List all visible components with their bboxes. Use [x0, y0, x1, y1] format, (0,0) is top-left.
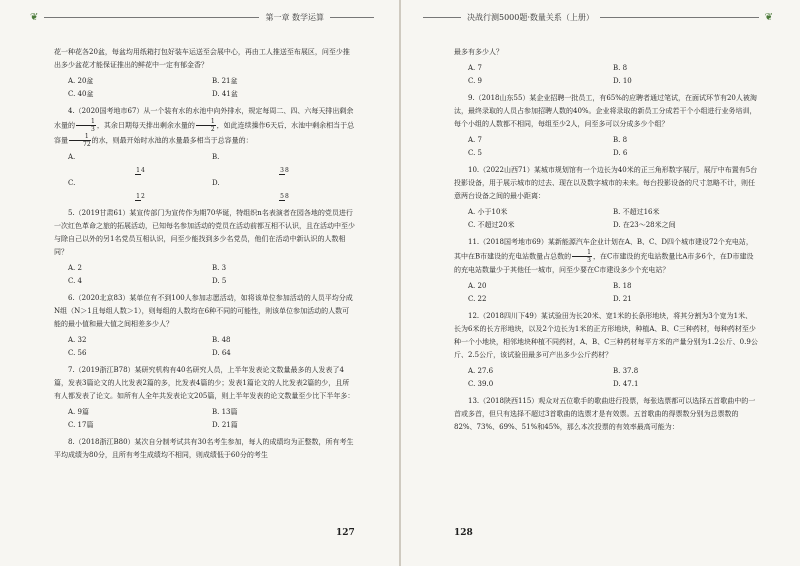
- answer-options: [468, 134, 758, 160]
- question-13: [454, 395, 758, 434]
- leaf-icon: ❦: [30, 12, 39, 23]
- option-b[interactable]: B. 38: [212, 153, 289, 174]
- option-a[interactable]: A. 14: [68, 153, 145, 174]
- option-b[interactable]: B. 8: [613, 64, 628, 72]
- option-c[interactable]: C. 40盆: [68, 90, 94, 98]
- left-running-header: [30, 12, 374, 23]
- answer-options: [468, 280, 758, 306]
- question-text: 9.（2018山东55）某企业招聘一批员工，有65%的应聘者通过笔试，在面试环节有20人被淘汰，最终录取的人员占参加招聘人数的40%。企业将录取的新员工分成若干个小组进行业务培训，每个小组的人数都不相同，每组至少2人，问至多可以分成多少个组？: [454, 94, 757, 128]
- fraction: $\frac{1}{72}$: [69, 133, 91, 148]
- option-c[interactable]: C. 5: [468, 149, 483, 157]
- question-text: 5.（2019甘肃61）某宣传部门为宣传作为期70华诞，特组织n名表演者在园各地的党员进行一次红色革命之旅的拓展活动，已知每名参加活动的党员在活动前都互相不认识，且在活动中至少与除自己以外的另1名党员互相认识，问至少能找到多少名党员，他们在活动中新认识的人数相同？: [54, 209, 355, 256]
- question-7: [54, 364, 356, 432]
- fraction: $\frac{1}{2}$: [196, 118, 216, 133]
- option-c[interactable]: C. 4: [68, 277, 83, 285]
- option-d[interactable]: D. 41盆: [212, 90, 238, 98]
- option-d[interactable]: D. 6: [613, 149, 628, 157]
- answer-options: [468, 62, 758, 88]
- question-5: [54, 207, 356, 288]
- chapter-title: 第一章 数学运算: [265, 13, 324, 22]
- option-a[interactable]: A. 7: [468, 136, 482, 144]
- question-text-part: ，在C市建设的充电站数量比A市多6个，在D市建设的充电站数量少于其他任一城市，问至少要在C市建设多少个充电站？: [454, 252, 754, 274]
- option-c[interactable]: C. 17篇: [68, 421, 94, 429]
- option-d[interactable]: D. 58: [212, 179, 289, 200]
- option-d[interactable]: D. 21: [613, 295, 632, 303]
- question-text: 7.（2019浙江B78）某研究机构有40名研究人员，上半年发表论文数量最多的人发表了4篇，发表3篇论文的人比发表2篇的多，比发表4篇的少；发表1篇论文的人比发表2篇的少，且所有人都发表了论文。如所有人全年共发表论文205篇，则上半年发表的论文数量至少比下半年多：: [54, 366, 355, 400]
- option-c[interactable]: C. 22: [468, 295, 487, 303]
- option-a[interactable]: A. 7: [468, 64, 482, 72]
- option-b[interactable]: B. 18: [613, 282, 632, 290]
- page-number: 127: [336, 528, 355, 538]
- question-11: [454, 236, 758, 306]
- option-b[interactable]: B. 8: [613, 136, 628, 144]
- question-text: 最多有多少人？: [454, 48, 503, 56]
- option-a[interactable]: A. 小于10米: [468, 208, 508, 216]
- header-rule: [44, 17, 259, 18]
- question-4: [54, 105, 356, 203]
- option-a[interactable]: A. 20盆: [68, 77, 94, 85]
- question-text-part: 4.（2020国考地市67）从一个装有水的水池中向外排水，规定每周二、四、六每天排出剩余水量的: [54, 107, 354, 130]
- option-b[interactable]: B. 不超过16米: [613, 208, 660, 216]
- option-d[interactable]: D. 21篇: [212, 421, 238, 429]
- option-d[interactable]: D. 47.1: [613, 380, 639, 388]
- leaf-icon: ❦: [764, 12, 773, 23]
- question-text: 13.（2018陕西115）观众对五位歌手的歌曲进行投票，每张选票都可以选择五首歌曲中的一首或多首，但只有选择不超过3首歌曲的选票才是有效票。五首歌曲的得票数分别为总票数的82%、73%、69%、51%和45%，那么本次投票的有效率最高可能为：: [454, 397, 756, 431]
- question-text-part: 11.（2018国考地市69）某新能源汽车企业计划在A、B、C、D四个城市建设72个充电站，其中在B市建设的充电站数量占总数的: [454, 238, 753, 261]
- question-text: 8.（2018浙江B80）某次自分制考试共有30名考生参加，每人的成绩均为正整数，所有考生平均成绩为80分，且所有考生成绩均不相同，则成绩低于60分的考生: [54, 438, 354, 459]
- option-a[interactable]: A. 9篇: [68, 408, 89, 416]
- option-c[interactable]: C. 9: [468, 77, 483, 85]
- option-d[interactable]: D. 64: [212, 349, 231, 357]
- right-page-body: [454, 46, 758, 434]
- question-3-continued: [54, 46, 356, 101]
- question-text: 10.（2022山西71）某城市规划馆有一个边长为40米的正三角形数字展厅，展厅中布置有5台投影设备，用于展示城市的过去、现在以及数字城市的未来。每台投影设备的尺寸忽略不计，则任意两台设备之间的最小距离：: [454, 166, 758, 200]
- answer-options: [68, 151, 356, 203]
- option-a[interactable]: A. 20: [468, 282, 487, 290]
- option-c[interactable]: C. 56: [68, 349, 87, 357]
- question-text-part: ，如此连续操作6天后，水池中剩余相当于总容量: [54, 121, 355, 145]
- left-page-body: [54, 46, 356, 462]
- option-c[interactable]: C. 39.0: [468, 380, 494, 388]
- fraction: $\frac{1}{3}$: [76, 118, 96, 133]
- option-b[interactable]: B. 3: [212, 264, 227, 272]
- book-title: 决战行测5000题·数量关系（上册）: [467, 13, 594, 22]
- question-10: [454, 164, 758, 232]
- answer-options: [68, 262, 356, 288]
- answer-options: [68, 334, 356, 360]
- question-text-part: 的水，则最开始时水池的水量最多相当于总容量的：: [91, 136, 253, 145]
- header-rule: [600, 17, 759, 18]
- question-12: [454, 310, 758, 391]
- option-b[interactable]: B. 37.8: [613, 367, 639, 375]
- option-a[interactable]: A. 2: [68, 264, 82, 272]
- option-d[interactable]: D. 在23～28米之间: [613, 221, 676, 229]
- question-text: 花一种花各20盆，每盆均用纸箱打包好装车运送至会展中心，再由工人推送至布展区，问至少推出多少盆花才能保证推出的鲜花中一定有郁金香？: [54, 48, 350, 69]
- question-8: [54, 436, 356, 462]
- option-a[interactable]: A. 27.6: [468, 367, 494, 375]
- option-b[interactable]: B. 21盆: [212, 77, 238, 85]
- question-text: 12.（2018四川下49）某试验田为长20米、宽1米的长条形地块，将其分割为3个宽为1米、长为6米的长方形地块，以及2个边长为1米的正方形地块，种植A、B、C三种药材，每种药材至少种一个小地块，相邻地块种植不同药材，A、B、C三种药材每平方米的产量分别为1.2公斤、0.9公斤、2.5公斤，该试验田最多可产出多少公斤药材？: [454, 312, 758, 359]
- header-rule: [423, 17, 461, 18]
- option-d[interactable]: D. 10: [613, 77, 632, 85]
- answer-options: [68, 75, 356, 101]
- option-a[interactable]: A. 32: [68, 336, 87, 344]
- question-text: 6.（2020北京83）某单位有不到100人参加志愿活动，如将该单位参加活动的人员平均分成N组（N＞1且每组人数＞1），则每组的人数均在6种不同的可能性，则该单位参加活动的人数可能的最小值和最大值之间相差多少人？: [54, 294, 353, 328]
- page-number: 128: [454, 528, 473, 538]
- question-9: [454, 92, 758, 160]
- right-running-header: [423, 12, 773, 23]
- option-d[interactable]: D. 5: [212, 277, 227, 285]
- question-6: [54, 292, 356, 360]
- answer-options: [468, 206, 758, 232]
- answer-options: [68, 406, 356, 432]
- answer-options: [468, 365, 758, 391]
- option-b[interactable]: B. 13篇: [212, 408, 238, 416]
- question-8-continued: [454, 46, 758, 88]
- header-rule: [330, 17, 374, 18]
- fraction: $\frac{1}{3}$: [572, 249, 592, 264]
- option-c[interactable]: C. 12: [68, 179, 145, 200]
- option-c[interactable]: C. 不超过20米: [468, 221, 515, 229]
- question-text-part: ，其余日期每天排出剩余水量的: [96, 121, 195, 130]
- option-b[interactable]: B. 48: [212, 336, 231, 344]
